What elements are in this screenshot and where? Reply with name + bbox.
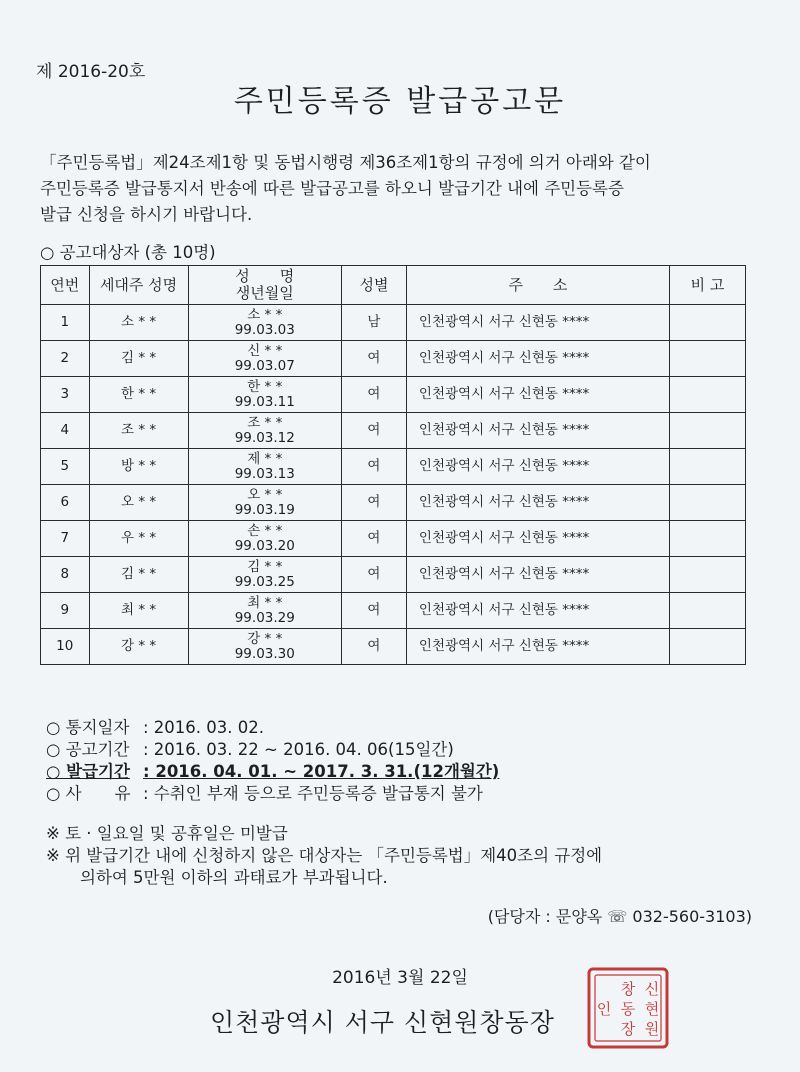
note-line: 의하여 5만원 이하의 과태료가 부과됩니다.	[80, 868, 388, 887]
info-value: : 수취인 부재 등으로 주민등록증 발급통지 불가	[143, 784, 483, 803]
document-number: 제 2016-20호	[36, 62, 146, 82]
cell-householder: 우 * *	[89, 521, 188, 557]
cell-note	[669, 377, 745, 413]
cell-address: 인천광역시 서구 신현동 ****	[406, 413, 669, 449]
cell-address: 인천광역시 서구 신현동 ****	[406, 449, 669, 485]
target-section-title: ○ 공고대상자 (총 10명)	[40, 243, 216, 262]
cell-no: 1	[41, 305, 90, 341]
cell-name: 한 * *	[247, 378, 283, 395]
cell-no: 3	[41, 377, 90, 413]
cell-address: 인천광역시 서구 신현동 ****	[406, 377, 669, 413]
header-no: 연번	[41, 266, 90, 305]
cell-no: 4	[41, 413, 90, 449]
cell-name: 신 * *	[247, 342, 283, 359]
cell-name: 최 * *	[247, 594, 283, 611]
cell-birth: 99.03.07	[234, 357, 295, 374]
cell-name-birth	[188, 449, 341, 485]
svg-text:동: 동	[620, 1000, 636, 1018]
issue-date: 2016년 3월 22일	[332, 968, 468, 988]
cell-householder: 최 * *	[89, 593, 188, 629]
notice-info	[46, 717, 499, 805]
cell-name-birth	[188, 593, 341, 629]
info-row	[46, 783, 499, 805]
cell-name: 조 * *	[247, 414, 283, 431]
cell-sex: 여	[341, 521, 406, 557]
table-body	[41, 305, 746, 665]
cell-sex: 여	[341, 557, 406, 593]
cell-name: 소 * *	[247, 306, 283, 323]
issuer-name: 인천광역시 서구 신현원창동장	[210, 1008, 555, 1037]
header-name-birth	[188, 266, 341, 305]
cell-address: 인천광역시 서구 신현동 ****	[406, 521, 669, 557]
cell-birth: 99.03.29	[234, 609, 295, 626]
cell-name: 제 * *	[247, 450, 283, 467]
official-seal-icon	[586, 966, 670, 1050]
cell-birth: 99.03.11	[234, 393, 295, 410]
cell-note	[669, 521, 745, 557]
cell-address: 인천광역시 서구 신현동 ****	[406, 593, 669, 629]
table-row	[41, 341, 746, 377]
cell-no: 2	[41, 341, 90, 377]
header-note: 비 고	[669, 266, 745, 305]
info-value: : 2016. 03. 22 ~ 2016. 04. 06(15일간)	[143, 740, 454, 759]
cell-note	[669, 557, 745, 593]
cell-address: 인천광역시 서구 신현동 ****	[406, 341, 669, 377]
header-sex: 성별	[341, 266, 406, 305]
cell-birth: 99.03.13	[234, 465, 295, 482]
info-row	[46, 739, 499, 761]
header-name: 성 명	[235, 267, 295, 285]
cell-no: 5	[41, 449, 90, 485]
table-row	[41, 377, 746, 413]
cell-name-birth	[188, 377, 341, 413]
info-value: : 2016. 03. 02.	[143, 718, 265, 737]
table-row	[41, 593, 746, 629]
svg-text:원: 원	[644, 1020, 660, 1038]
header-householder: 세대주 성명	[89, 266, 188, 305]
cell-sex: 여	[341, 449, 406, 485]
cell-name-birth	[188, 629, 341, 665]
note-line: ※ 위 발급기간 내에 신청하지 않은 대상자는 「주민등록법」제40조의 규정에	[46, 846, 603, 865]
cell-sex: 여	[341, 413, 406, 449]
cell-address: 인천광역시 서구 신현동 ****	[406, 629, 669, 665]
table-row	[41, 485, 746, 521]
cell-name-birth	[188, 305, 341, 341]
table-row	[41, 305, 746, 341]
cell-householder: 조 * *	[89, 413, 188, 449]
cell-name: 김 * *	[247, 558, 283, 575]
cell-name-birth	[188, 413, 341, 449]
cell-householder: 한 * *	[89, 377, 188, 413]
cell-birth: 99.03.19	[234, 501, 295, 518]
cell-sex: 여	[341, 485, 406, 521]
header-birth: 생년월일	[235, 284, 294, 302]
cell-name-birth	[188, 341, 341, 377]
cell-no: 6	[41, 485, 90, 521]
cell-address: 인천광역시 서구 신현동 ****	[406, 557, 669, 593]
cell-no: 10	[41, 629, 90, 665]
cell-note	[669, 593, 745, 629]
info-key: ○ 공고기간	[46, 740, 130, 759]
cell-name-birth	[188, 521, 341, 557]
contact-info: (담당자 : 문양옥 ☏ 032-560-3103)	[487, 907, 752, 926]
header-address: 주 소	[406, 266, 669, 305]
cell-birth: 99.03.30	[234, 645, 295, 662]
cell-sex: 남	[341, 305, 406, 341]
svg-text:인: 인	[596, 1000, 612, 1018]
svg-text:신: 신	[644, 980, 660, 998]
cell-sex: 여	[341, 593, 406, 629]
svg-text:창: 창	[620, 980, 636, 998]
cell-no: 7	[41, 521, 90, 557]
table-row	[41, 521, 746, 557]
cell-sex: 여	[341, 341, 406, 377]
cell-note	[669, 629, 745, 665]
cell-note	[669, 449, 745, 485]
svg-text:현: 현	[644, 1000, 660, 1018]
info-value: : 2016. 04. 01. ~ 2017. 3. 31.(12개월간)	[143, 762, 500, 781]
notes	[46, 823, 756, 889]
info-row	[46, 717, 499, 739]
cell-note	[669, 341, 745, 377]
cell-name: 오 * *	[247, 486, 283, 503]
cell-birth: 99.03.03	[234, 321, 295, 338]
cell-name-birth	[188, 485, 341, 521]
cell-householder: 방 * *	[89, 449, 188, 485]
table-row	[41, 629, 746, 665]
cell-householder: 김 * *	[89, 341, 188, 377]
cell-sex: 여	[341, 629, 406, 665]
cell-householder: 강 * *	[89, 629, 188, 665]
intro-paragraph	[40, 150, 760, 228]
cell-sex: 여	[341, 377, 406, 413]
cell-birth: 99.03.20	[234, 537, 295, 554]
cell-address: 인천광역시 서구 신현동 ****	[406, 305, 669, 341]
table-row	[41, 449, 746, 485]
cell-note	[669, 413, 745, 449]
cell-note	[669, 305, 745, 341]
table-header-row	[41, 266, 746, 305]
note-line: ※ 토 · 일요일 및 공휴일은 미발급	[46, 824, 288, 843]
intro-line: 발급 신청을 하시기 바랍니다.	[40, 205, 253, 224]
intro-line: 「주민등록법」제24조제1항 및 동법시행령 제36조제1항의 규정에 의거 아래와 같이	[40, 153, 651, 172]
target-table	[40, 265, 746, 665]
cell-no: 8	[41, 557, 90, 593]
intro-line: 주민등록증 발급통지서 반송에 따른 발급공고를 하오니 발급기간 내에 주민등록증	[40, 179, 624, 198]
info-key: ○ 발급기간	[46, 762, 130, 781]
cell-name: 강 * *	[247, 630, 283, 647]
cell-note	[669, 485, 745, 521]
cell-householder: 소 * *	[89, 305, 188, 341]
svg-text:장: 장	[620, 1020, 636, 1038]
cell-householder: 오 * *	[89, 485, 188, 521]
info-key: ○ 사 유	[46, 784, 131, 803]
cell-name: 손 * *	[247, 522, 283, 539]
cell-householder: 김 * *	[89, 557, 188, 593]
cell-birth: 99.03.25	[234, 573, 295, 590]
document-title: 주민등록증 발급공고문	[233, 84, 567, 119]
cell-birth: 99.03.12	[234, 429, 295, 446]
info-row	[46, 761, 499, 783]
table-row	[41, 557, 746, 593]
info-key: ○ 통지일자	[46, 718, 130, 737]
cell-no: 9	[41, 593, 90, 629]
cell-name-birth	[188, 557, 341, 593]
cell-address: 인천광역시 서구 신현동 ****	[406, 485, 669, 521]
table-row	[41, 413, 746, 449]
